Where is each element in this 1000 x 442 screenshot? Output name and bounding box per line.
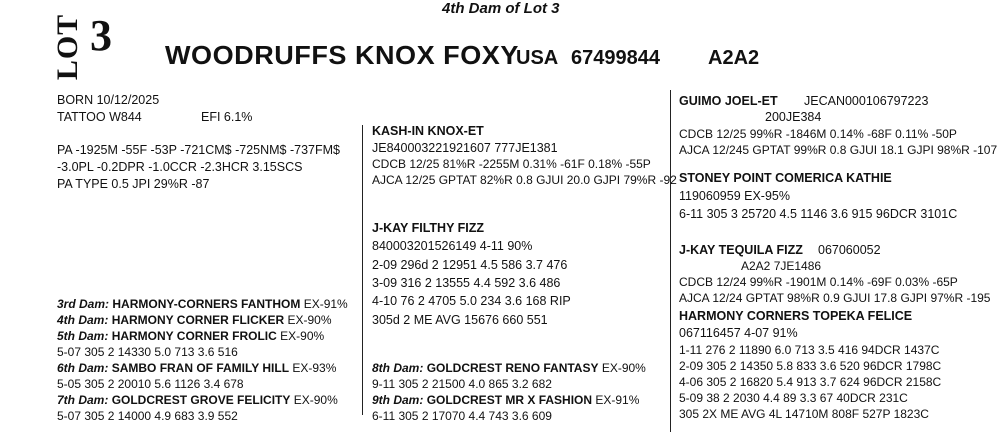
dam-6th-record: 5-05 305 2 20010 5.6 1126 3.4 678 bbox=[57, 377, 244, 391]
paternal-grandsire-ajca: AJCA 12/245 GPTAT 99%R 0.8 GJUI 18.1 GJPI 98%R -107 bbox=[679, 143, 998, 157]
paternal-granddam-id: 119060959 EX-95% bbox=[679, 189, 790, 203]
dam-4th: 4th Dam: HARMONY CORNER FLICKER EX-90% bbox=[57, 313, 332, 327]
animal-beta-casein: A2A2 bbox=[708, 47, 760, 69]
pa-line-2: -3.0PL -0.2DPR -1.0CCR -2.3HCR 3.15SCS bbox=[57, 160, 303, 174]
sire-cdcb: CDCB 12/25 81%R -2255M 0.31% -61F 0.18% -55P bbox=[372, 157, 651, 171]
dam-5th: 5th Dam: HARMONY CORNER FROLIC EX-90% bbox=[57, 329, 325, 343]
pa-line-1: PA -1925M -55F -53P -721CM$ -725NM$ -737FM$ bbox=[57, 143, 340, 157]
dam-7th: 7th Dam: GOLDCREST GROVE FELICITY EX-90% bbox=[57, 393, 338, 407]
maternal-granddam-me-average: 305 2X ME AVG 4L 14710M 808F 527P 1823C bbox=[679, 407, 929, 421]
maternal-granddam-record: 4-06 305 2 16820 5.4 913 3.7 624 96DCR 2158C bbox=[679, 375, 942, 389]
pa-type: PA TYPE 0.5 JPI 29%R -87 bbox=[57, 177, 210, 191]
paternal-granddam-name: STONEY POINT COMERICA KATHIE bbox=[679, 171, 892, 185]
maternal-granddam-record: 1-11 276 2 11890 6.0 713 3.5 416 94DCR 1437C bbox=[679, 343, 940, 357]
dam-name: J-KAY FILTHY FIZZ bbox=[372, 221, 485, 235]
maternal-granddam-name: HARMONY CORNERS TOPEKA FELICE bbox=[679, 309, 913, 323]
dam-9th-record: 6-11 305 2 17070 4.4 743 3.6 609 bbox=[372, 409, 552, 423]
page-header-title: 4th Dam of Lot 3 bbox=[442, 0, 560, 17]
sire-name: KASH-IN KNOX-ET bbox=[372, 124, 484, 138]
dam-9th: 9th Dam: GOLDCREST MR X FASHION EX-91% bbox=[372, 393, 640, 407]
paternal-grandsire-cdcb: CDCB 12/25 99%R -1846M 0.14% -68F 0.11% -50P bbox=[679, 127, 957, 141]
dam-7th-record: 5-07 305 2 14000 4.9 683 3.9 552 bbox=[57, 409, 238, 423]
maternal-grandsire-code: A2A2 7JE1486 bbox=[741, 259, 822, 273]
maternal-grandsire-name: J-KAY TEQUILA FIZZ bbox=[679, 243, 803, 257]
tattoo: TATTOO W844 bbox=[57, 110, 142, 124]
animal-name: WOODRUFFS KNOX FOXY bbox=[165, 40, 519, 70]
born-date: BORN 10/12/2025 bbox=[57, 93, 160, 107]
maternal-granddam-record: 2-09 305 2 14350 5.8 833 3.6 520 96DCR 1798C bbox=[679, 359, 942, 373]
dam-record: 2-09 296d 2 12951 4.5 586 3.7 476 bbox=[372, 258, 568, 272]
animal-registration: 67499844 bbox=[571, 47, 660, 69]
dam-3rd: 3rd Dam: HARMONY-CORNERS FANTHOM EX-91% bbox=[57, 297, 348, 311]
paternal-grandsire-id: JECAN000106797223 bbox=[804, 94, 929, 108]
maternal-granddam-record: 5-09 38 2 2030 4.4 89 3.3 67 40DCR 231C bbox=[679, 391, 908, 405]
dam-6th: 6th Dam: SAMBO FRAN OF FAMILY HILL EX-93% bbox=[57, 361, 337, 375]
maternal-grandsire-cdcb: CDCB 12/24 99%R -1901M 0.14% -69F 0.03% -65P bbox=[679, 275, 958, 289]
maternal-grandsire-id: 067060052 bbox=[818, 243, 881, 257]
efi: EFI 6.1% bbox=[201, 110, 253, 124]
divider-left bbox=[362, 125, 363, 415]
dam-record: 3-09 316 2 13555 4.4 592 3.6 486 bbox=[372, 276, 561, 290]
sire-ajca: AJCA 12/25 GPTAT 82%R 0.8 GJUI 20.0 GJPI 79%R -92 bbox=[372, 173, 677, 187]
paternal-grandsire-code: 200JE384 bbox=[765, 110, 822, 124]
animal-country: USA bbox=[516, 47, 559, 69]
paternal-granddam-record: 6-11 305 3 25720 4.5 1146 3.6 915 96DCR 3101C bbox=[679, 207, 958, 221]
dam-8th: 8th Dam: GOLDCREST RENO FANTASY EX-90% bbox=[372, 361, 646, 375]
divider-right bbox=[670, 90, 671, 432]
dam-record: 4-10 76 2 4705 5.0 234 3.6 168 RIP bbox=[372, 294, 571, 308]
maternal-grandsire-ajca: AJCA 12/24 GPTAT 98%R 0.9 GJUI 17.8 GJPI 97%R -195 bbox=[679, 291, 991, 305]
dam-8th-record: 9-11 305 2 21500 4.0 865 3.2 682 bbox=[372, 377, 552, 391]
lot-number: 3 bbox=[90, 11, 112, 60]
lot-label: LOT bbox=[51, 13, 84, 81]
dam-id: 840003201526149 4-11 90% bbox=[372, 239, 533, 253]
paternal-grandsire-name: GUIMO JOEL-ET bbox=[679, 94, 778, 108]
sire-id: JE840003221921607 777JE1381 bbox=[372, 141, 558, 155]
dam-me-average: 305d 2 ME AVG 15676 660 551 bbox=[372, 313, 548, 327]
dam-5th-record: 5-07 305 2 14330 5.0 713 3.6 516 bbox=[57, 345, 238, 359]
maternal-granddam-id: 067116457 4-07 91% bbox=[679, 326, 798, 340]
